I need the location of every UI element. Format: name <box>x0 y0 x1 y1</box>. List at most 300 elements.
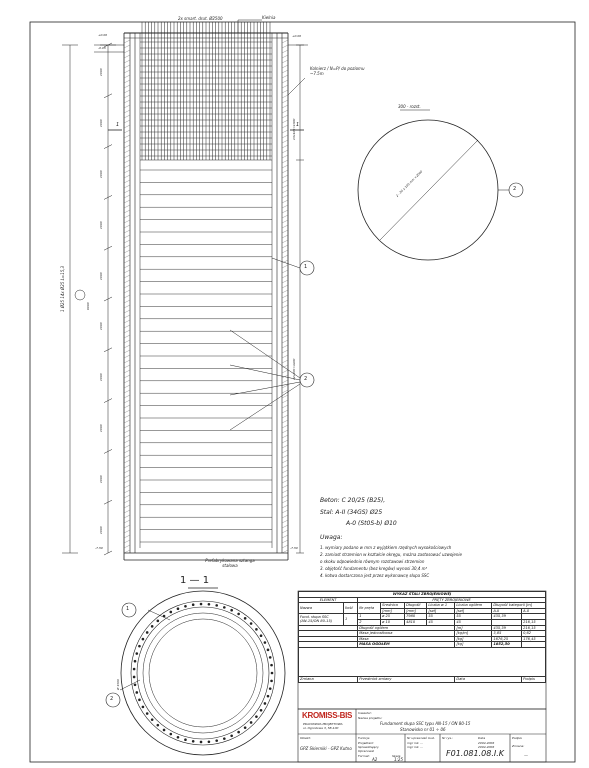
section-mark-left: 1 <box>116 122 120 128</box>
hatch-line <box>124 385 130 388</box>
section-rebar <box>264 702 267 705</box>
hatch-line <box>124 315 130 318</box>
note-item: 2. zamiast strzemion w kształcie okręgu, można zastosować uzwojenie <box>320 552 462 557</box>
hatch-line <box>282 325 288 328</box>
hatch-line <box>124 430 130 433</box>
role-opracowal: Opracował <box>358 749 374 753</box>
bottom-level-right: -7.50 <box>290 546 298 550</box>
nazwa-label: Nazwa projektu: <box>358 716 383 720</box>
hatch-line <box>124 460 130 463</box>
hatch-line <box>124 505 130 508</box>
dimension-label: 1000 <box>99 373 103 382</box>
hatch-line <box>124 70 130 73</box>
section-callout-1-number: 1 <box>126 606 130 612</box>
hatch-line <box>124 105 130 108</box>
section-rebar <box>270 664 273 667</box>
section-rebar <box>237 731 240 734</box>
row-element-name: Fund. słupa SSC (AN-15/ON 80-15) <box>299 614 344 625</box>
skala-label: Skala: <box>392 754 402 758</box>
hatch-line <box>282 240 288 243</box>
hatch-line <box>124 80 130 83</box>
section-callout-2-number: 2 <box>110 696 114 702</box>
section-rebar <box>271 672 274 675</box>
cell: 55 <box>427 614 455 620</box>
section-rebar <box>267 649 270 652</box>
hatch-line <box>282 310 288 313</box>
section-rebar <box>260 634 263 637</box>
project-title: Fundament słupa SSC typu AN-15 / ON 80-15 <box>380 721 471 726</box>
hatch-line <box>282 515 288 518</box>
hatch-line <box>124 90 130 93</box>
hatch-line <box>124 145 130 148</box>
hatch-line <box>282 140 288 143</box>
section-rebar <box>142 706 145 709</box>
hatch-line <box>124 55 130 58</box>
hatch-line <box>124 50 130 53</box>
cell: 45 <box>455 619 492 625</box>
hatch-line <box>124 410 130 413</box>
obiekt-label: Obiekt: <box>300 736 311 740</box>
hatch-line <box>124 425 130 428</box>
hatch-line <box>124 150 130 153</box>
hatch-line <box>124 530 130 533</box>
hatch-line <box>124 230 130 233</box>
hatch-line <box>124 375 130 378</box>
hatch-line <box>124 125 130 128</box>
hatch-line <box>124 265 130 268</box>
hatch-line <box>282 440 288 443</box>
callout-2-number: 2 <box>304 376 308 382</box>
hatch-line <box>124 135 130 138</box>
hatch-line <box>282 525 288 528</box>
dimension-label: 1000 <box>99 475 103 483</box>
hatch-line <box>282 155 288 158</box>
section-rebar <box>135 652 138 655</box>
dimension-label: 1000 <box>99 68 103 77</box>
hatch-line <box>282 465 288 468</box>
sum-row: MASA OGÓŁEM [kg] 1852,50 <box>299 642 546 648</box>
cell: 216,15 <box>522 619 546 625</box>
hatch-line <box>282 545 288 548</box>
section-rebar <box>250 622 253 625</box>
dimension-label: 1000 <box>99 119 103 128</box>
hatch-line <box>124 185 130 188</box>
hatch-line <box>282 105 288 108</box>
hatch-line <box>282 530 288 533</box>
cell: 55 <box>455 614 492 620</box>
hatch-line <box>124 440 130 443</box>
hatch-line <box>124 205 130 208</box>
cell: ø 25 <box>381 614 405 620</box>
hatch-line <box>124 235 130 238</box>
section-rebar <box>244 617 247 620</box>
hatch-line <box>282 415 288 418</box>
section-rebar <box>192 740 195 743</box>
table-header-liczba: Liczba w 1 <box>427 603 455 609</box>
hatch-line <box>282 215 288 218</box>
section-title: 1 — 1 <box>180 575 210 586</box>
hatch-line <box>124 330 130 333</box>
section-rebar <box>200 603 203 606</box>
hatch-line <box>282 270 288 273</box>
hatch-line <box>124 500 130 503</box>
section-rebar <box>151 625 154 628</box>
steel-schedule-table <box>298 591 546 683</box>
hatch-line <box>282 435 288 438</box>
hatch-line <box>124 450 130 453</box>
hatch-line <box>282 510 288 513</box>
section-rebar <box>151 718 154 721</box>
role-sprawdzajacy-nr: mgr inż. ... <box>407 745 424 749</box>
hatch-line <box>124 480 130 483</box>
section-rebar <box>134 683 137 686</box>
section-mark-right: 1 <box>296 122 300 128</box>
hatch-line <box>124 380 130 383</box>
hatch-line <box>282 170 288 173</box>
hatch-line <box>282 160 288 163</box>
section-rebar <box>169 733 172 736</box>
note-item: 4. kotwa dostarczona jest przez wykonawcę słupa SSC <box>320 573 430 578</box>
hatch-line <box>124 175 130 178</box>
hatch-line <box>282 420 288 423</box>
role-projektant-date: 2004.2006 <box>478 741 495 745</box>
section-rebar <box>215 604 218 607</box>
hatch-line <box>282 115 288 118</box>
hatch-line <box>124 485 130 488</box>
anchor-bolts <box>140 22 272 160</box>
hatch-line <box>124 520 130 523</box>
hatch-line <box>282 350 288 353</box>
dimension-label: 1000 <box>99 424 103 432</box>
cell: ø 10 <box>381 619 405 625</box>
hatch-line <box>124 255 130 258</box>
hatch-line <box>124 490 130 493</box>
hatch-line <box>124 290 130 293</box>
section-rebar <box>177 736 180 739</box>
hatch-line <box>282 335 288 338</box>
hatch-line <box>124 370 130 373</box>
hatch-line <box>124 350 130 353</box>
section-rebar <box>269 656 272 659</box>
hatch-line <box>282 385 288 388</box>
hatch-line <box>282 460 288 463</box>
unit-1: [mm] <box>405 608 427 614</box>
hatch-line <box>124 470 130 473</box>
section-rebar <box>208 740 211 743</box>
hatch-line <box>124 295 130 298</box>
sum-row: Masa jednostkowa [kg/m] 3,85 0,62 <box>299 631 546 637</box>
section-rebar <box>267 695 270 698</box>
hatch-line <box>282 300 288 303</box>
hatch-line <box>282 470 288 473</box>
section-rebar <box>223 737 226 740</box>
hatch-line <box>124 445 130 448</box>
hatch-line <box>124 515 130 518</box>
hatch-line <box>282 120 288 123</box>
hatch-line <box>282 225 288 228</box>
obiekt-value: GPZ Skierniki - GPZ Kutno <box>300 746 352 751</box>
hatch-line <box>124 220 130 223</box>
hatch-line <box>282 445 288 448</box>
hatch-line <box>282 430 288 433</box>
cell: 435,39 <box>492 614 522 620</box>
hatch-line <box>124 360 130 363</box>
section-rebar <box>200 741 203 744</box>
cell: 45 <box>427 619 455 625</box>
poziom-note: Kolnierz / N=P/ do poziomu ~7.5m <box>310 66 365 76</box>
note-item: 3. objętość fundamentu (bez kregów) wynosi 30,4 m³ <box>320 566 428 571</box>
hatch-line <box>124 550 130 553</box>
hatch-line <box>124 335 130 338</box>
hatch-line <box>124 305 130 308</box>
sum-row: Masa [kg] 1676,25 176,45 <box>299 636 546 642</box>
hatch-line <box>124 345 130 348</box>
hatch-line <box>282 340 288 343</box>
hatch-line <box>124 130 130 133</box>
hatch-line <box>282 400 288 403</box>
hatch-line <box>282 50 288 53</box>
hatch-line <box>124 455 130 458</box>
hatch-line <box>124 400 130 403</box>
hatch-line <box>282 475 288 478</box>
hatch-line <box>124 275 130 278</box>
hatch-line <box>124 495 130 498</box>
hatch-line <box>282 205 288 208</box>
drawing-number: F01.081.08.I.K <box>446 749 505 758</box>
hatch-line <box>282 490 288 493</box>
inwestor-label: Inwestor: <box>358 711 372 715</box>
format-value: A2 <box>372 757 378 762</box>
notes-stal-1: Stal: A-II (34GS) Ø25 <box>320 509 383 516</box>
hdr-nr: Nr uprawnień bud. <box>407 736 435 740</box>
hatch-line <box>124 475 130 478</box>
section-rebar <box>192 603 195 606</box>
section-rebar <box>157 620 160 623</box>
hatch-line <box>282 280 288 283</box>
hatch-line <box>282 295 288 298</box>
hatch-line <box>282 165 288 168</box>
role-projektant-nr: mgr inż. ... <box>407 741 424 745</box>
hatch-line <box>282 360 288 363</box>
hatch-line <box>124 225 130 228</box>
dimension-label: 1000 <box>99 170 103 178</box>
hatch-line <box>282 95 288 98</box>
section-rebar <box>138 645 141 648</box>
hatch-line <box>124 285 130 288</box>
dimension-label: 1000 <box>99 322 103 331</box>
hatch-line <box>124 45 130 48</box>
bottom-level: -7.50 <box>95 546 103 550</box>
hatch-line <box>282 345 288 348</box>
hatch-line <box>282 210 288 213</box>
hatch-line <box>282 450 288 453</box>
table-header-ai: A-II <box>492 608 522 614</box>
hatch-line <box>124 210 130 213</box>
hatch-line <box>124 280 130 283</box>
section-rebar <box>142 638 145 641</box>
row-element-qty: 1 <box>343 614 357 625</box>
hatch-line <box>124 65 130 68</box>
section-rebar <box>184 605 187 608</box>
hatch-line <box>282 195 288 198</box>
section-rebar <box>135 691 138 694</box>
hatch-line <box>282 370 288 373</box>
notes-stal-2: A-0 (St0S-b) Ø10 <box>346 520 397 527</box>
hatch-line <box>282 520 288 523</box>
hatch-line <box>282 80 288 83</box>
table-header-element: ELEMENT <box>299 597 358 603</box>
hatch-line <box>124 180 130 183</box>
cell: 2 <box>358 619 381 625</box>
cell: 4810 <box>405 619 427 625</box>
hatch-line <box>124 320 130 323</box>
total-dimension: 6000 <box>86 302 90 310</box>
hatch-line <box>282 500 288 503</box>
hatch-line <box>282 220 288 223</box>
hatch-line <box>282 60 288 63</box>
hatch-line <box>124 140 130 143</box>
hatch-line <box>124 155 130 158</box>
hatch-line <box>124 110 130 113</box>
notes-heading: Uwaga: <box>320 534 343 541</box>
hatch-line <box>124 40 130 43</box>
hatch-line <box>282 180 288 183</box>
stirrup-diameter <box>380 140 478 240</box>
zmiana-label: Zmiana: <box>512 744 525 748</box>
notes-beton: Beton: C 20/25 (B25), <box>320 497 386 504</box>
hatch-line <box>124 355 130 358</box>
section-rebar <box>269 687 272 690</box>
section-rebar <box>177 607 180 610</box>
role-sprawdzajacy: Sprawdzający <box>358 745 379 749</box>
hatch-line <box>282 75 288 78</box>
section-rebar <box>163 729 166 732</box>
hatch-line <box>124 170 130 173</box>
hatch-line <box>124 325 130 328</box>
callout-circle-side <box>75 290 85 300</box>
cell: 1 <box>358 614 381 620</box>
table-header-liczba2: Liczba ogółem <box>455 603 492 609</box>
hatch-line <box>124 250 130 253</box>
hatch-line <box>124 160 130 163</box>
kielnia-label: Kielnia <box>262 15 276 20</box>
section-rebar <box>260 709 263 712</box>
hatch-line <box>124 510 130 513</box>
hatch-line <box>124 95 130 98</box>
hatch-line <box>282 290 288 293</box>
callout-1-number: 1 <box>304 264 308 270</box>
top-dimension: 2x smart. drut. Ø2500 <box>178 16 223 21</box>
table-header-prety: PRĘTY ZBROJENIOWE <box>358 597 546 603</box>
section-rebar <box>169 611 172 614</box>
zmiana-value: — <box>524 753 528 758</box>
hatch-line <box>124 195 130 198</box>
hdr-funkcja: Funkcja <box>358 736 370 740</box>
unit-0: [mm] <box>381 608 405 614</box>
table-header-nazwa: Nazwa <box>299 603 344 614</box>
level-plus: +0.00 <box>98 33 108 37</box>
level-right: +0.00 <box>292 34 302 38</box>
hatch-line <box>282 90 288 93</box>
ring-callout-number: 2 <box>513 186 517 192</box>
hatch-line <box>282 485 288 488</box>
hatch-line <box>124 300 130 303</box>
hatch-line <box>124 310 130 313</box>
hatch-line <box>282 320 288 323</box>
hatch-line <box>282 135 288 138</box>
hatch-line <box>282 185 288 188</box>
note-item: o skoku odpowiednio równym rozstawowi strzemion <box>320 559 425 564</box>
hatch-line <box>282 330 288 333</box>
hatch-line <box>124 100 130 103</box>
section-rebar <box>146 712 149 715</box>
hatch-line <box>124 165 130 168</box>
section-rebar <box>255 628 258 631</box>
hatch-line <box>124 540 130 543</box>
table-header-dlugosc-kat: Długość kategorii [m] <box>492 603 546 609</box>
hdr-data: Data <box>478 736 486 740</box>
dimension-label: 1000 <box>99 221 103 229</box>
hatch-line <box>282 275 288 278</box>
table-header-nr: Nr pręta <box>358 603 381 614</box>
right-dim-mid: 22x200=4400 <box>292 358 296 380</box>
hatch-line <box>282 150 288 153</box>
hatch-line <box>124 390 130 393</box>
hatch-line <box>124 420 130 423</box>
hatch-line <box>124 545 130 548</box>
hatch-line <box>282 480 288 483</box>
sum-row: Długość ogółem [m] 435,39 216,15 <box>299 625 546 631</box>
role-sprawdzajacy-date: 2004.2006 <box>478 745 495 749</box>
table-header-a0: A-0 <box>522 608 546 614</box>
hatch-line <box>282 130 288 133</box>
hatch-line <box>282 125 288 128</box>
unit-3: [szt] <box>455 608 492 614</box>
hatch-line <box>124 120 130 123</box>
hatch-line <box>282 455 288 458</box>
hatch-line <box>282 410 288 413</box>
hatch-line <box>124 395 130 398</box>
section-rebar <box>264 641 267 644</box>
section-rebar <box>255 715 258 718</box>
hatch-line <box>124 270 130 273</box>
hatch-line <box>282 380 288 383</box>
section-rebar <box>270 680 273 683</box>
section-rebar <box>250 721 253 724</box>
hatch-line <box>282 45 288 48</box>
section-rebar <box>157 724 160 727</box>
unit-2: [szt] <box>427 608 455 614</box>
company-logo: KROMISS-BIS PRACOWNIA PROJEKTOWA ul. Ogrodowa 3, 58-100 <box>302 711 353 730</box>
prefab-note: Prefabrykowana sztanga stalowa <box>205 558 255 568</box>
section-rebar <box>146 631 149 634</box>
project-subtitle: Stanowisko nr 01 ÷ 06 <box>400 727 446 732</box>
hatch-line <box>124 215 130 218</box>
hatch-line <box>282 200 288 203</box>
hatch-line <box>282 190 288 193</box>
section-rebar <box>230 609 233 612</box>
table-header-ilosc: Ilość <box>343 603 357 614</box>
section-rebar <box>244 726 247 729</box>
hatch-line <box>282 540 288 543</box>
revision-footer: Zmiana Przedmiot zmiany Data Podpis <box>299 676 546 682</box>
hatch-line <box>124 260 130 263</box>
hatch-line <box>282 355 288 358</box>
hatch-line <box>124 75 130 78</box>
longitudinal-bar-label: 1 Ø25 14x Ø25 L=15,3 <box>60 265 65 312</box>
table-header-dlugosc: Długość <box>405 603 427 609</box>
section-rebar <box>133 676 136 679</box>
